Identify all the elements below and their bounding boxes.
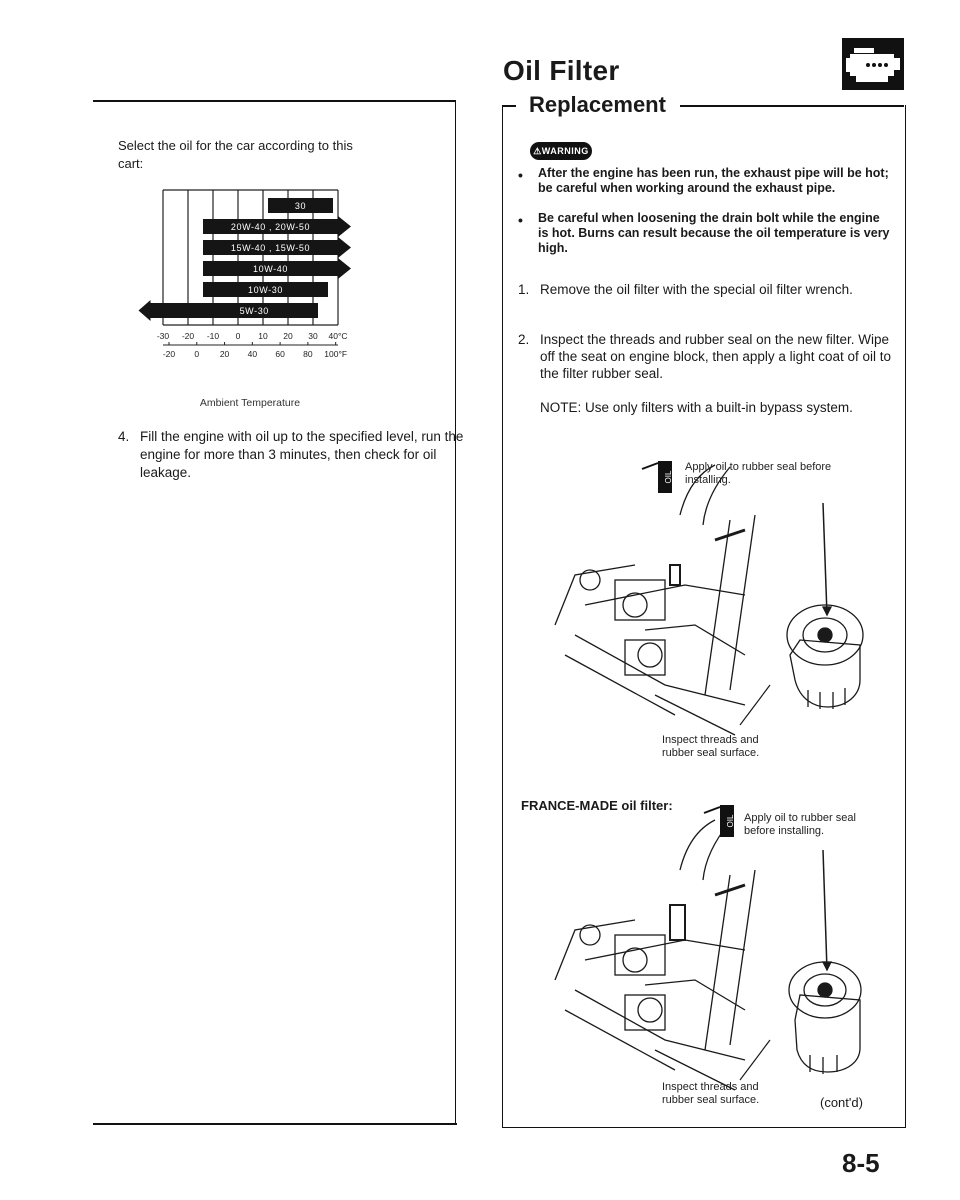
- viscosity-grade-label: 15W-40 , 15W-50: [230, 243, 311, 253]
- viscosity-grade-label: 10W-40: [253, 264, 288, 274]
- fahrenheit-tick-label: 0: [194, 349, 200, 359]
- warning-badge: ⚠WARNING: [530, 142, 592, 160]
- viscosity-grade-label: 20W-40 , 20W-50: [230, 222, 311, 232]
- step-4-number: 4.: [118, 429, 130, 444]
- step-2-number: 2.: [518, 332, 530, 347]
- section-subtitle: Replacement: [521, 92, 674, 118]
- france-made-label: FRANCE-MADE oil filter:: [521, 798, 673, 813]
- celsius-tick-label: 20: [283, 331, 293, 341]
- oil-selection-intro: Select the oil for the car according to this cart:: [118, 138, 353, 171]
- celsius-tick-label: 30: [308, 331, 318, 341]
- oil-icon-2: [704, 805, 734, 842]
- fahrenheit-tick-label: 40: [247, 349, 258, 359]
- celsius-tick-label: 0: [235, 331, 241, 341]
- viscosity-grade-label: 30: [294, 201, 307, 211]
- warning-bullet-2: •: [518, 212, 523, 228]
- fahrenheit-tick-label: 80: [303, 349, 313, 359]
- oil-filter-figure-1: [515, 455, 890, 755]
- bottom-rule-left: [93, 1123, 457, 1125]
- subtitle-rule-left: [502, 105, 516, 107]
- oil-filter-figure-2: [515, 810, 890, 1100]
- celsius-tick-label: 40°C: [328, 331, 348, 341]
- warning-text-1: After the engine has been run, the exhaust pipe will be hot; be careful when working around the exhaust pipe.: [538, 166, 889, 195]
- celsius-tick-label: -20: [181, 331, 195, 341]
- chart-axis-label: Ambient Temperature: [199, 397, 301, 409]
- viscosity-bar-arrow: [338, 258, 351, 279]
- oil-filter-diagram-2: [515, 810, 890, 1100]
- viscosity-bar-arrow: [338, 237, 351, 258]
- page-number: 8-5: [842, 1148, 880, 1178]
- svg-text:OIL: OIL: [726, 814, 735, 828]
- step-1-text: Remove the oil filter with the special oil filter wrench.: [540, 282, 853, 297]
- celsius-tick-label: 10: [258, 331, 268, 341]
- celsius-tick-label: -10: [206, 331, 220, 341]
- step-4-text: Fill the engine with oil up to the specified level, run the engine for more than 3 minutes, then check for oil leakage.: [140, 429, 464, 480]
- oil-viscosity-chart: [145, 185, 370, 405]
- viscosity-grade-label: 5W-30: [239, 306, 269, 316]
- oil-icon-1: [642, 461, 672, 498]
- note-text: NOTE: Use only filters with a built-in bypass system.: [540, 400, 853, 415]
- fahrenheit-tick-label: 60: [275, 349, 285, 359]
- fahrenheit-tick-label: 100°F: [324, 349, 348, 359]
- callout-apply-oil-2: Apply oil to rubber seal before installing.: [744, 812, 856, 837]
- celsius-tick-label: -30: [156, 331, 170, 341]
- continued-label: (cont'd): [820, 1095, 863, 1110]
- step-2-text: Inspect the threads and rubber seal on the new filter. Wipe off the seat on engine block, then apply a light coat of oil to the filter rubber seal.: [540, 332, 891, 381]
- callout-inspect-1: Inspect threads and rubber seal surface.: [662, 734, 760, 759]
- fahrenheit-tick-label: 20: [219, 349, 230, 359]
- callout-apply-oil-1: Apply oil to rubber seal before installing.: [685, 461, 832, 486]
- fahrenheit-tick-label: -20: [162, 349, 176, 359]
- viscosity-bar-arrow: [338, 216, 351, 237]
- viscosity-grade-label: 10W-30: [248, 285, 283, 295]
- engine-oil-icon: [842, 38, 904, 90]
- svg-text:OIL: OIL: [664, 470, 673, 484]
- viscosity-chart-svg: [145, 185, 370, 405]
- viscosity-bar: [151, 303, 319, 318]
- oil-filter-diagram-1: [515, 455, 890, 755]
- warning-text-2: Be careful when loosening the drain bolt while the engine is hot. Burns can result because the oil temperature is very high.: [538, 211, 890, 255]
- step-1-number: 1.: [518, 282, 530, 297]
- callout-inspect-2: Inspect threads and rubber seal surface.: [662, 1081, 760, 1106]
- page-title: Oil Filter: [503, 55, 620, 86]
- warning-bullet-1: •: [518, 167, 523, 183]
- subtitle-rule-right: [680, 105, 904, 107]
